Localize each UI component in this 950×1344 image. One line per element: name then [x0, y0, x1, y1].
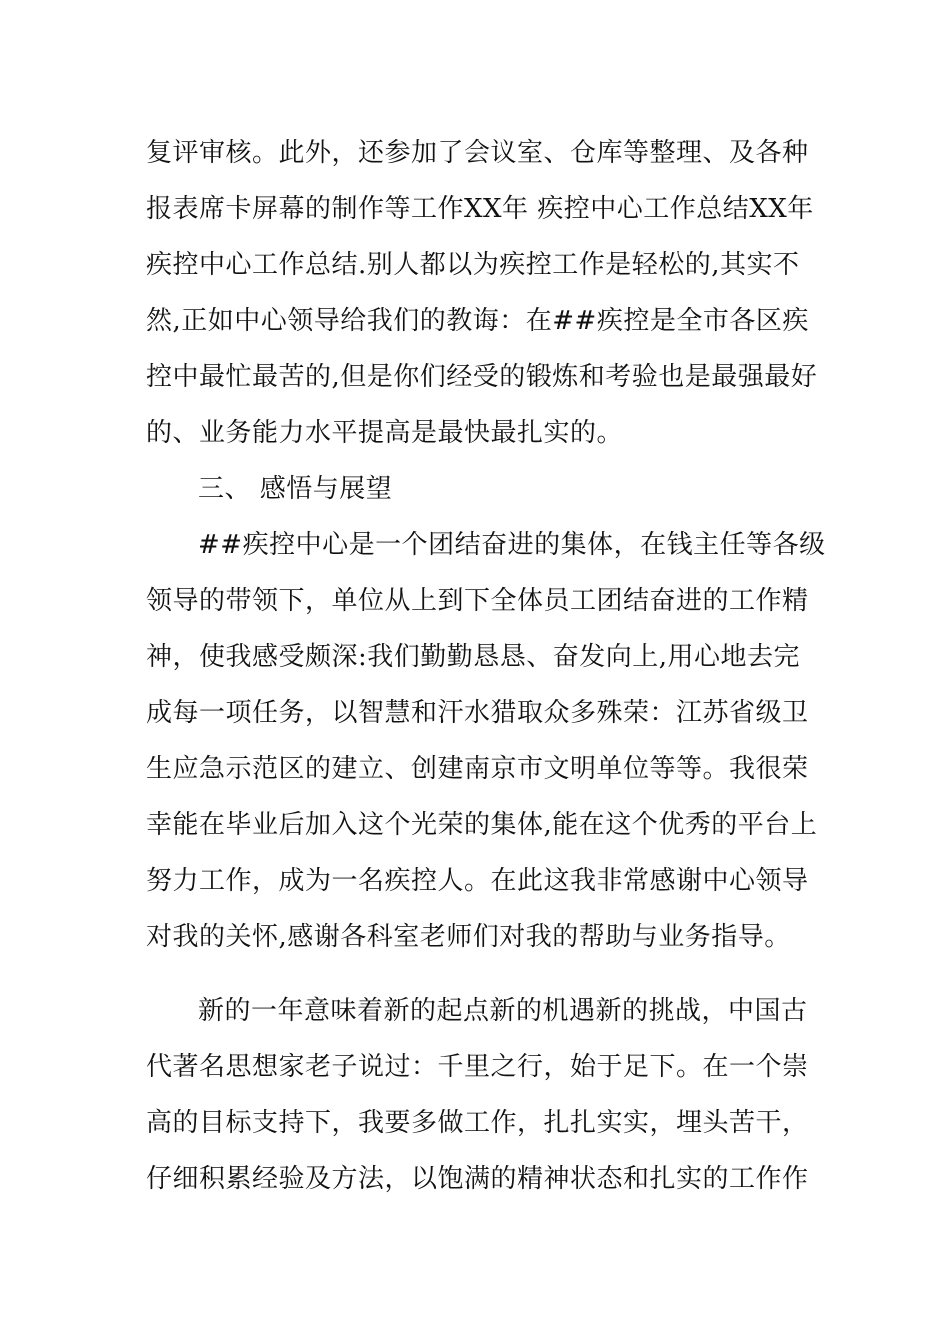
text-line: 生应急示范区的建立、创建南京市文明单位等等。我很荣 — [146, 754, 809, 784]
text-line: 然,正如中心领导给我们的教诲：在##疾控是全市各区疾 — [146, 306, 809, 336]
text-line: ##疾控中心是一个团结奋进的集体，在钱主任等各级 — [198, 530, 826, 560]
text-line: 疾控中心工作总结.别人都以为疾控工作是轻松的,其实不 — [146, 250, 800, 280]
text-line: 仔细积累经验及方法，以饱满的精神状态和扎实的工作作 — [146, 1164, 809, 1194]
text-line: 代著名思想家老子说过：千里之行，始于足下。在一个崇 — [146, 1052, 809, 1082]
text-line: 努力工作，成为一名疾控人。在此这我非常感谢中心领导 — [146, 866, 809, 896]
section-heading: 三、 感悟与展望 — [198, 474, 393, 504]
text-line: 新的一年意味着新的起点新的机遇新的挑战，中国古 — [198, 996, 808, 1026]
text-line: 报表席卡屏幕的制作等工作XX年 疾控中心工作总结XX年 — [146, 194, 814, 224]
text-line: 复评审核。此外，还参加了会议室、仓库等整理、及各种 — [146, 138, 809, 168]
text-line: 领导的带领下，单位从上到下全体员工团结奋进的工作精 — [146, 586, 809, 616]
text-line: 成每一项任务，以智慧和汗水猎取众多殊荣：江苏省级卫 — [146, 698, 809, 728]
text-line: 对我的关怀,感谢各科室老师们对我的帮助与业务指导。 — [146, 922, 791, 952]
text-line: 高的目标支持下，我要多做工作，扎扎实实，埋头苦干， — [146, 1108, 809, 1138]
text-line: 控中最忙最苦的,但是你们经受的锻炼和考验也是最强最好 — [146, 362, 818, 392]
text-line: 神，使我感受颇深:我们勤勤恳恳、奋发向上,用心地去完 — [146, 642, 801, 672]
text-line: 幸能在毕业后加入这个光荣的集体,能在这个优秀的平台上 — [146, 810, 818, 840]
text-line: 的、业务能力水平提高是最快最扎实的。 — [146, 418, 624, 448]
